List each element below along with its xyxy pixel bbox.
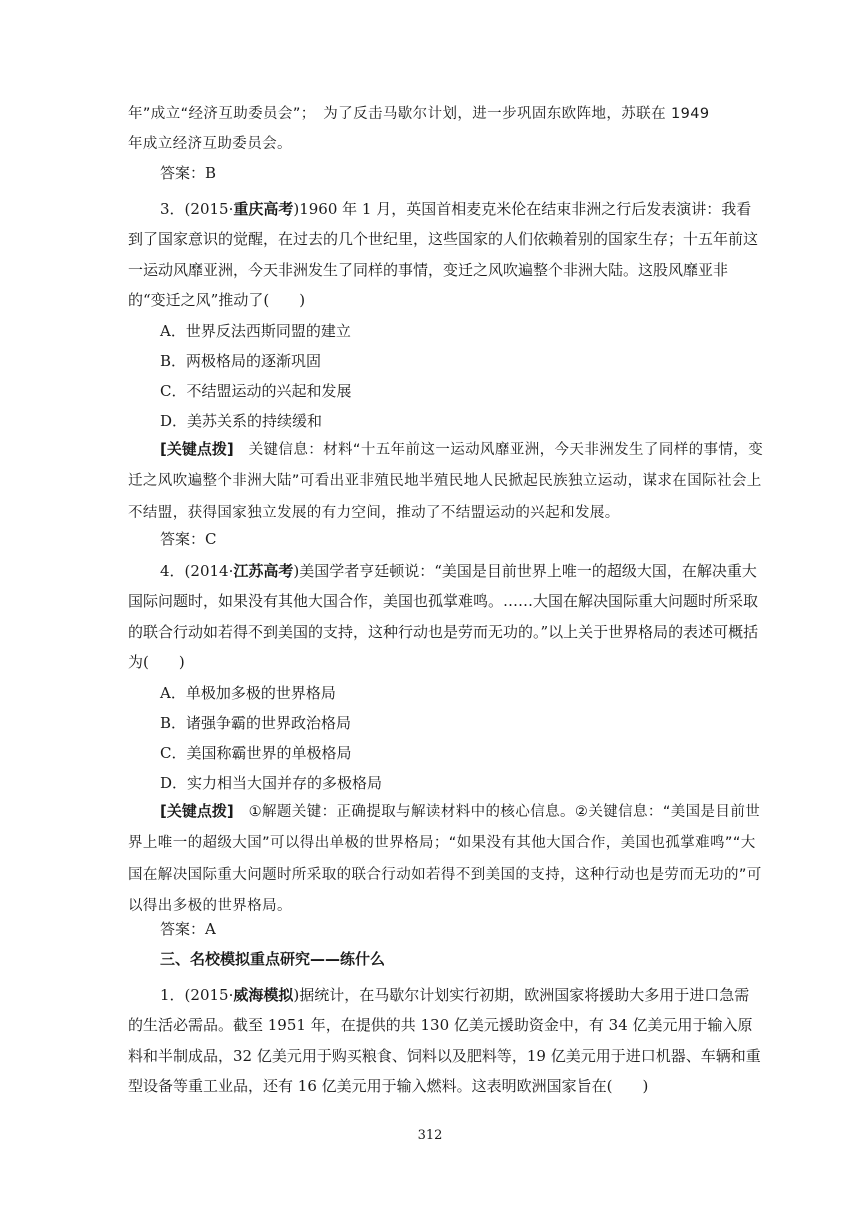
option-b: B．两极格局的逐渐巩固 xyxy=(160,352,322,370)
question-4: 4．(2014·江苏高考)美国学者亨廷顿说：“美国是目前世界上唯一的超级大国，在解决重大国际问题时，如果没有其他大国合作，美国也孤掌难鸣。……大国在解决国际重大问题时所采取的联合行动如若得不到美国的支持，这种行动也是劳而无功的。”以上关于世界格局的表述可概括为( ) xyxy=(128,562,759,671)
option-a: A．世界反法西斯同盟的建立 xyxy=(160,322,351,340)
option-c: C．不结盟运动的兴起和发展 xyxy=(160,382,352,400)
option-d: D．实力相当大国并存的多极格局 xyxy=(160,774,383,792)
answer-4: 答案：A xyxy=(160,920,216,938)
text-line: 年成立经济互助委员会。 xyxy=(128,136,292,152)
option-c: C．美国称霸世界的单极格局 xyxy=(160,744,352,762)
key-point-4: [关键点拨] ①解题关键：正确提取与解读材料中的核心信息。②关键信息：“美国是目前世界上唯一的超级大国”可以得出单极的世界格局；“如果没有其他大国合作，美国也孤掌难鸣”“大国在解决国际重大问题时所采取的联合行动如若得不到美国的支持，这种行动也是劳而无功的”可以得出多极的世界格局。 xyxy=(128,802,762,914)
question-m1: 1．(2015·威海模拟)据统计，在马歇尔计划实行初期，欧洲国家将援助大多用于进口急需的生活必需品。截至 1951 年，在提供的共 130 亿美元援助资金中，有 34 亿美元用于输入原料和半制成品，32 亿美元用于购买粮食、饲料以及肥料等，19 亿美元用于进口机器、车辆和重型设备等重工业品，还有 16 亿美元用于输入燃料。这表明欧洲国家旨在( ) xyxy=(128,986,761,1095)
text-line: 年”成立“经济互助委员会”； 为了反击马歇尔计划，进一步巩固东欧阵地，苏联在 1949 xyxy=(128,106,710,122)
key-point-tag: [关键点拨] xyxy=(160,440,234,458)
option-a: A．单极加多极的世界格局 xyxy=(160,684,336,702)
question-source: 重庆高考 xyxy=(233,200,294,218)
option-b: B．诸强争霸的世界政治格局 xyxy=(160,714,352,732)
option-d: D．美苏关系的持续缓和 xyxy=(160,412,323,430)
key-point-tag: [关键点拨] xyxy=(160,802,234,820)
question-source: 江苏高考 xyxy=(233,562,294,580)
page-number: 312 xyxy=(417,1128,443,1143)
answer-2: 答案：B xyxy=(160,164,217,182)
key-point-3: [关键点拨] 关键信息：材料“十五年前这一运动风靡亚洲，今天非洲发生了同样的事情，变迁之风吹遍整个非洲大陆”可看出亚非殖民地半殖民地人民掀起民族独立运动，谋求在国际社会上不结盟，获得国家独立发展的有力空间，推动了不结盟运动的兴起和发展。 xyxy=(128,440,764,521)
question-3: 3．(2015·重庆高考)1960 年 1 月，英国首相麦克米伦在结束非洲之行后发表演讲：我看到了国家意识的觉醒，在过去的几个世纪里，这些国家的人们依赖着别的国家生存；十五年前这一运动风靡亚洲，今天非洲发生了同样的事情，变迁之风吹遍整个非洲大陆。这股风靡亚非的“变迁之风”推动了( ) xyxy=(128,200,759,309)
question-source: 威海模拟 xyxy=(233,986,294,1004)
answer-3: 答案：C xyxy=(160,530,217,548)
section-heading: 三、名校模拟重点研究——练什么 xyxy=(160,950,386,968)
